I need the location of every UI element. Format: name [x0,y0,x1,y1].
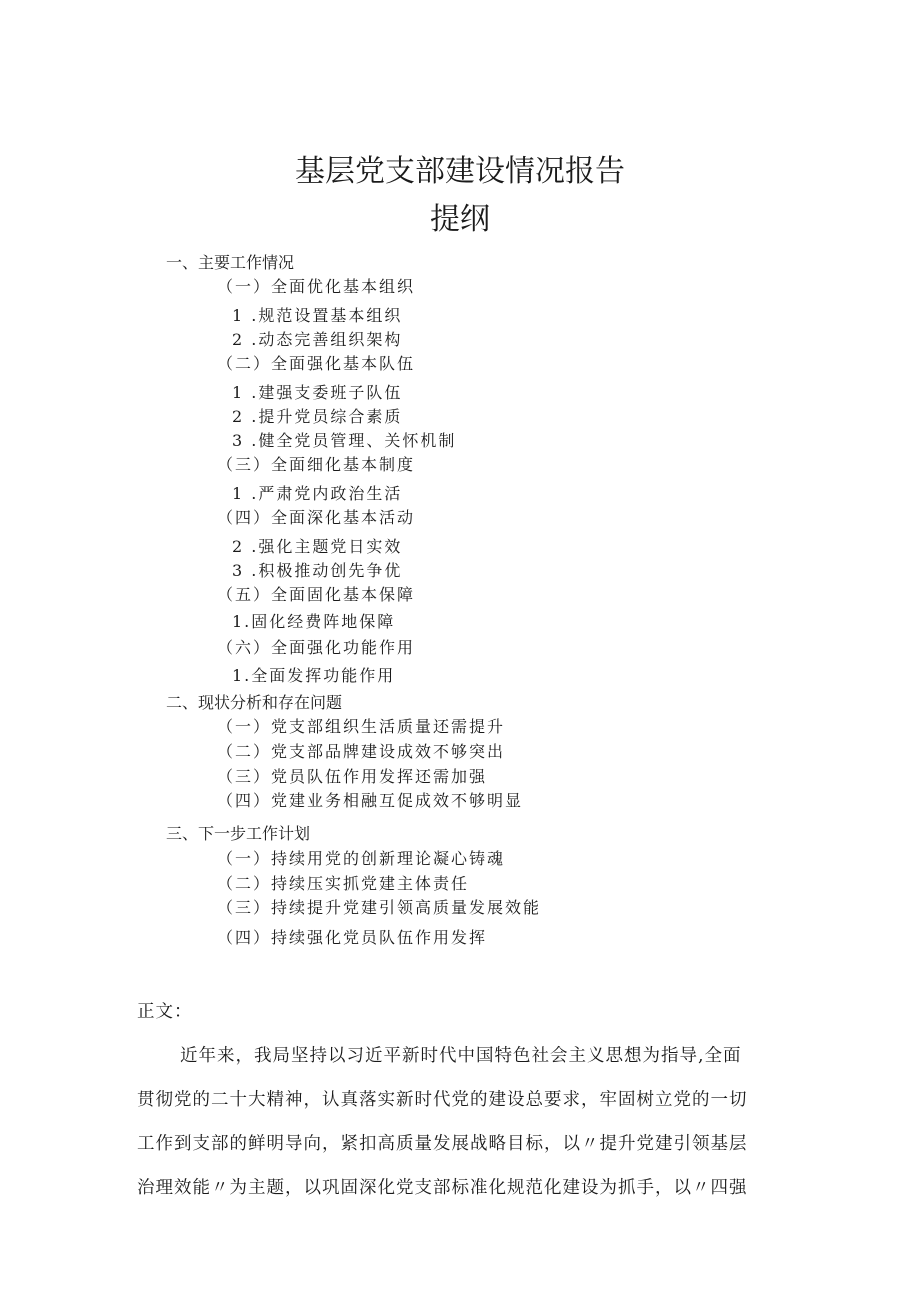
outline-item: 1.全面发挥功能作用 [232,666,396,685]
subsection-heading: （一）持续用党的创新理论凝心铸魂 [217,849,506,868]
subsection-heading: （一）全面优化基本组织 [217,277,416,296]
subsection-heading: （四）党建业务相融互促成效不够明显 [217,791,524,810]
outline-item: 2 .提升党员综合素质 [232,407,403,426]
subsection-heading: （二）持续压实抓党建主体责任 [217,874,470,893]
subsection-heading: （二）党支部品牌建设成效不够突出 [217,742,506,761]
body-paragraph-line: 治理效能〃为主题，以巩固深化党支部标准化规范化建设为抓手，以〃四强 [137,1178,748,1198]
outline-item: 1 .建强支委班子队伍 [232,383,403,402]
subsection-heading: （三）党员队伍作用发挥还需加强 [217,767,488,786]
subsection-heading: （四）持续强化党员队伍作用发挥 [217,928,488,947]
outline-item: 2 .动态完善组织架构 [232,330,403,349]
subsection-heading: （三）全面细化基本制度 [217,455,416,474]
subsection-heading: （四）全面深化基本活动 [217,508,416,527]
subsection-heading: （一）党支部组织生活质量还需提升 [217,717,506,736]
outline-item: 3 .积极推动创先争优 [232,561,403,580]
body-label: 正文： [137,1002,193,1022]
section-heading: 三、下一步工作计划 [166,824,311,843]
body-paragraph-line: 近年来，我局坚持以习近平新时代中国特色社会主义思想为指导,全面 [180,1046,742,1066]
body-paragraph-line: 贯彻党的二十大精神，认真落实新时代党的建设总要求，牢固树立党的一切 [137,1090,748,1110]
document-subtitle: 提纲 [430,202,490,237]
section-heading: 一、主要工作情况 [166,253,295,272]
outline-item: 1 .严肃党内政治生活 [232,484,403,503]
body-paragraph-line: 工作到支部的鲜明导向，紧扣高质量发展战略目标，以〃提升党建引领基层 [137,1134,748,1154]
document-title: 基层党支部建设情况报告 [295,154,625,189]
subsection-heading: （二）全面强化基本队伍 [217,354,416,373]
section-heading: 二、现状分析和存在问题 [166,693,343,712]
subsection-heading: （五）全面固化基本保障 [217,585,416,604]
outline-item: 3 .健全党员管理、关怀机制 [232,431,457,450]
outline-item: 1.固化经费阵地保障 [232,612,396,631]
subsection-heading: （六）全面强化功能作用 [217,638,416,657]
outline-item: 1 .规范设置基本组织 [232,306,403,325]
subsection-heading: （三）持续提升党建引领高质量发展效能 [217,898,542,917]
outline-item: 2 .强化主题党日实效 [232,537,403,556]
